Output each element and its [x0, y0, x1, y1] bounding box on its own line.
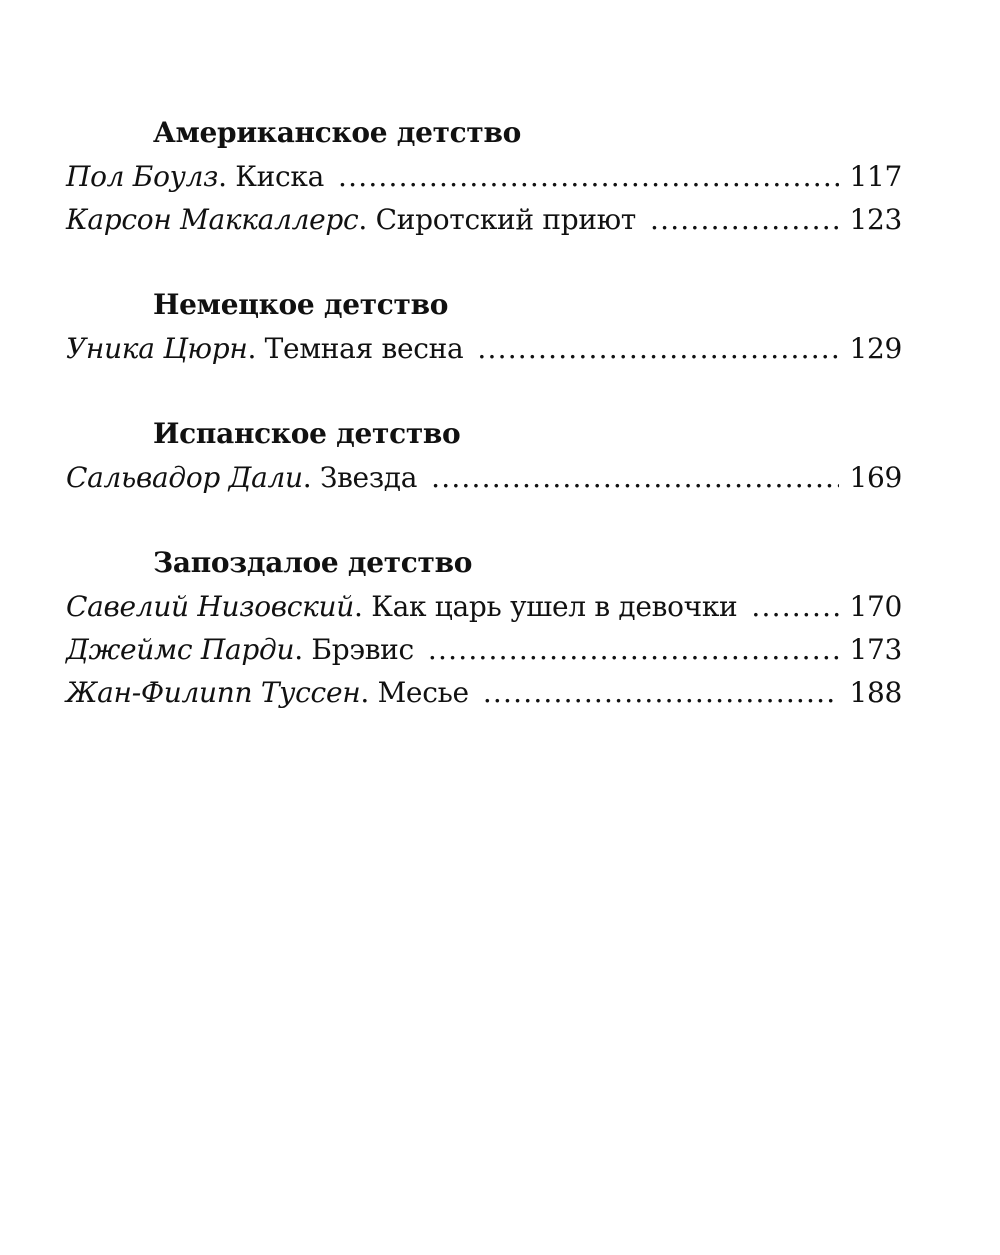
toc-entry — [66, 327, 902, 370]
entry-page-number: 123 — [849, 203, 902, 236]
entry-title: Как царь ушел в девочки — [371, 590, 738, 623]
entry-author: Пол Боулз — [66, 160, 219, 193]
toc-entry — [66, 585, 902, 628]
entry-author: Сальвадор Дали — [66, 461, 303, 494]
entry-page-number: 169 — [849, 461, 902, 494]
entry-title: Сиротский приют — [375, 203, 636, 236]
toc-entry — [66, 456, 902, 499]
section-title: Запоздалое детство — [153, 546, 473, 579]
entry-author: Жан-Филипп Туссен — [66, 676, 361, 709]
dot-leader — [483, 671, 840, 714]
entry-author: Уника Цюрн — [66, 332, 248, 365]
toc-section-belated — [66, 542, 902, 714]
entry-text: Пол Боулз. Киска — [66, 160, 325, 193]
entry-text: Жан-Филипп Туссен. Месье — [66, 676, 469, 709]
dot-leader — [338, 155, 839, 198]
section-title: Американское детство — [153, 116, 522, 149]
toc-entry — [66, 155, 902, 198]
entry-page-number: 170 — [849, 590, 902, 623]
dot-leader — [431, 456, 839, 499]
dot-leader — [650, 198, 839, 241]
entry-text: Джеймс Парди. Брэвис — [66, 633, 414, 666]
section-title: Испанское детство — [153, 417, 461, 450]
dot-leader — [477, 327, 839, 370]
entry-title: Брэвис — [311, 633, 414, 666]
entry-text: Сальвадор Дали. Звезда — [66, 461, 418, 494]
toc-section-german — [66, 284, 902, 370]
entry-text: Савелий Низовский. Как царь ушел в девочки — [66, 590, 738, 623]
entry-title: Месье — [377, 676, 469, 709]
table-of-contents — [66, 112, 902, 714]
entry-page-number: 188 — [849, 676, 902, 709]
entry-title: Звезда — [319, 461, 418, 494]
entry-author: Карсон Маккаллерс — [66, 203, 359, 236]
dot-leader — [751, 585, 839, 628]
toc-entry — [66, 198, 902, 241]
entry-text: Карсон Маккаллерс. Сиротский приют — [66, 203, 636, 236]
toc-section-american — [66, 112, 902, 241]
section-title: Немецкое детство — [153, 288, 449, 321]
entry-page-number: 117 — [849, 160, 902, 193]
entry-page-number: 173 — [849, 633, 902, 666]
dot-leader — [428, 628, 840, 671]
entry-text: Уника Цюрн. Темная весна — [66, 332, 464, 365]
toc-section-spanish — [66, 413, 902, 499]
toc-entry — [66, 628, 902, 671]
entry-author: Джеймс Парди — [66, 633, 295, 666]
toc-entry — [66, 671, 902, 714]
entry-page-number: 129 — [849, 332, 902, 365]
entry-title: Темная весна — [264, 332, 464, 365]
entry-title: Киска — [235, 160, 325, 193]
entry-author: Савелий Низовский — [66, 590, 355, 623]
